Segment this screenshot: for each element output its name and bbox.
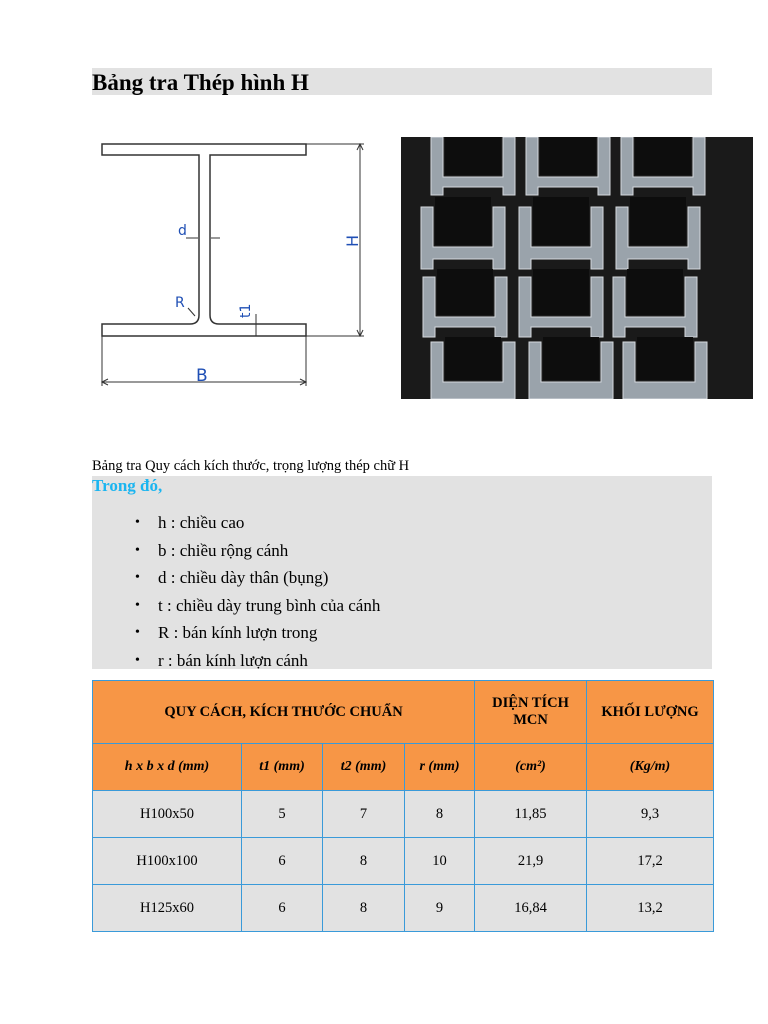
subheader-r: r (mm) [405,744,475,791]
cell-weight: 9,3 [587,791,714,838]
page-title: Bảng tra Thép hình H [92,70,309,95]
cell-t1: 6 [242,838,323,885]
legend-heading: Trong đó, [92,476,163,495]
subheader-t1: t1 (mm) [242,744,323,791]
label-h: H [343,234,362,247]
table-row [93,885,714,932]
list-item: • b : chiều rộng cánh [135,540,380,568]
table-row [93,838,714,885]
label-b: B [196,366,208,386]
cell-size: H100x100 [93,838,242,885]
cell-r: 8 [405,791,475,838]
label-t1: t1 [238,303,254,318]
beam-outline [102,144,306,336]
cell-t1: 5 [242,791,323,838]
steel-beams-photo [401,137,753,399]
cell-t2: 7 [323,791,405,838]
subheader-t2: t2 (mm) [323,744,405,791]
cell-size: H100x50 [93,791,242,838]
label-d: d [178,223,187,239]
cell-area: 21,9 [475,838,587,885]
cell-area: 16,84 [475,885,587,932]
table-subheader-row [93,744,714,791]
legend-list [135,512,380,678]
cell-weight: 13,2 [587,885,714,932]
list-item: • R : bán kính lượn trong [135,622,380,650]
table-header-row [93,681,714,744]
cell-area: 11,85 [475,791,587,838]
cell-t2: 8 [323,838,405,885]
cell-t2: 8 [323,885,405,932]
cell-weight: 17,2 [587,838,714,885]
header-weight: KHỐI LƯỢNG [587,681,714,744]
cell-r: 10 [405,838,475,885]
spec-table [92,680,714,932]
table-caption: Bảng tra Quy cách kích thước, trọng lượng thép chữ H [92,458,410,474]
subheader-hbd: h x b x d (mm) [93,744,242,791]
cell-r: 9 [405,885,475,932]
list-item: • d : chiều dày thân (bụng) [135,567,380,595]
h-beam-diagram [92,110,382,410]
label-r: R [175,295,185,311]
cell-t1: 6 [242,885,323,932]
cell-size: H125x60 [93,885,242,932]
subheader-area-unit: (cm²) [475,744,587,791]
list-item: • r : bán kính lượn cánh [135,650,380,678]
header-dimensions: QUY CÁCH, KÍCH THƯỚC CHUẨN [93,681,475,744]
list-item: • h : chiều cao [135,512,380,540]
table-row [93,791,714,838]
header-area: DIỆN TÍCH MCN [475,681,587,744]
list-item: • t : chiều dày trung bình của cánh [135,595,380,623]
subheader-weight-unit: (Kg/m) [587,744,714,791]
